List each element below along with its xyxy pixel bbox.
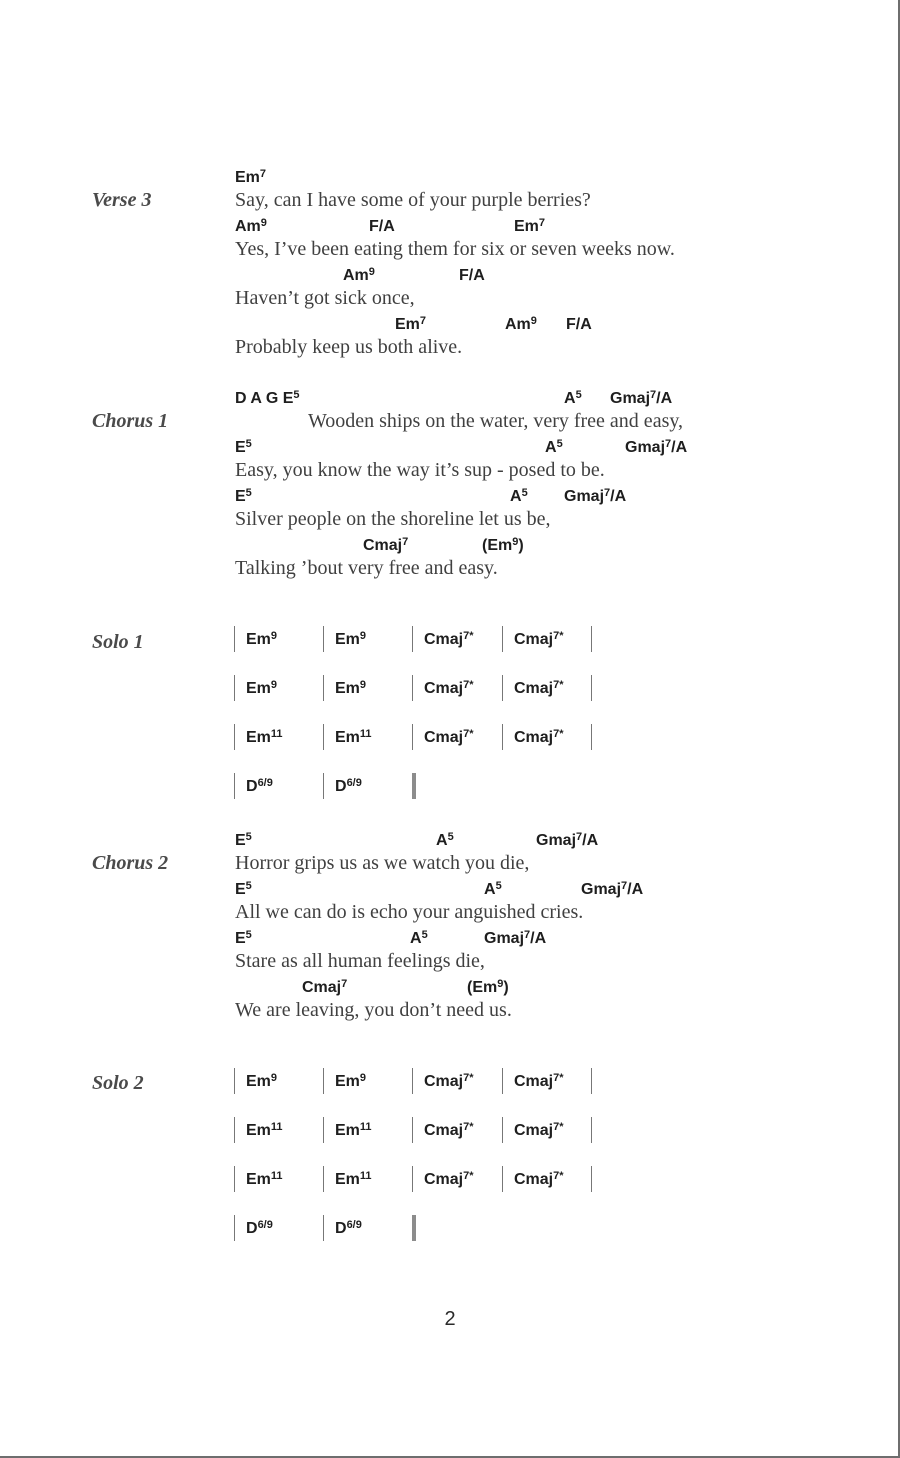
chord-symbol <box>235 439 252 457</box>
chord-extension: 7 <box>341 978 348 990</box>
chord-extension: 7* <box>463 1072 474 1084</box>
chord-extension: 5 <box>245 880 252 892</box>
lyric-line: Stare as all human feelings die, <box>235 950 485 972</box>
chord-root: D A G E <box>235 390 294 407</box>
chord-root: Em <box>335 631 360 648</box>
chord-symbol <box>566 316 592 334</box>
chord-suffix: /A <box>656 390 673 407</box>
lyric-line: Yes, I’ve been eating them for six or seven weeks now. <box>235 238 675 260</box>
chord-root: Em <box>246 729 271 746</box>
barline <box>412 626 413 652</box>
chord-extension: 6/9 <box>346 777 362 789</box>
bar-chord <box>335 631 366 649</box>
chord-root: Cmaj <box>424 1073 464 1090</box>
chord-root: Em <box>335 1073 360 1090</box>
chord-suffix: /A <box>530 930 547 947</box>
chord-extension: 9 <box>260 217 267 229</box>
barline <box>234 1117 235 1143</box>
chord-root: E <box>235 930 246 947</box>
chord-extension: 9 <box>270 679 278 691</box>
barline <box>502 1068 503 1094</box>
bar-chord <box>514 1073 564 1091</box>
barline <box>234 1166 235 1192</box>
chord-symbol <box>510 488 528 506</box>
barline <box>502 1117 503 1143</box>
chord-root: A <box>545 439 557 456</box>
chord-symbol <box>395 316 426 334</box>
chord-root: Em <box>235 169 260 186</box>
chord-extension: 7 <box>665 438 672 450</box>
chord-extension: 6/9 <box>257 1219 273 1231</box>
chord-extension: 5 <box>245 831 252 843</box>
barline <box>591 675 592 701</box>
chord-root: Cmaj <box>424 1171 464 1188</box>
chord-extension: 9 <box>270 1072 278 1084</box>
lyric-line: Say, can I have some of your purple berries? <box>235 189 591 211</box>
chord-root: Cmaj <box>424 1122 464 1139</box>
page-number: 2 <box>444 1308 456 1330</box>
chord-extension: 11 <box>270 1170 283 1182</box>
barline <box>412 1068 413 1094</box>
barline <box>323 1166 324 1192</box>
section-label: Chorus 2 <box>92 852 169 874</box>
chord-extension: 11 <box>359 1170 372 1182</box>
chord-extension: 5 <box>293 389 300 401</box>
chord-extension: 7 <box>650 389 657 401</box>
bar-chord <box>514 729 564 747</box>
lyric-line: Wooden ships on the water, very free and easy, <box>308 410 684 432</box>
bar-chord <box>246 1073 277 1091</box>
chord-extension: 7* <box>463 1121 474 1133</box>
barline <box>323 1215 324 1241</box>
chord-symbol <box>564 390 582 408</box>
chord-extension: 7* <box>553 1170 564 1182</box>
chord-root: Em <box>395 316 420 333</box>
chord-symbol <box>235 218 267 236</box>
section-label: Solo 1 <box>92 631 144 653</box>
bar-chord <box>246 1171 283 1189</box>
chord-extension: 11 <box>359 1121 372 1133</box>
bar-chord <box>424 680 474 698</box>
chord-extension: 5 <box>575 389 582 401</box>
chord-symbol <box>482 537 524 555</box>
barline <box>591 724 592 750</box>
chord-root: D <box>335 1220 347 1237</box>
barline <box>234 675 235 701</box>
bar-chord <box>246 729 283 747</box>
chord-root: Gmaj <box>581 881 622 898</box>
chord-extension: 5 <box>521 487 528 499</box>
chord-extension: 7 <box>524 929 531 941</box>
chord-symbol <box>459 267 485 285</box>
chord-extension: 9 <box>359 679 367 691</box>
chord-extension: 7 <box>576 831 583 843</box>
chord-extension: 11 <box>270 728 283 740</box>
section-label: Solo 2 <box>92 1072 144 1094</box>
chord-root: Em <box>335 1171 360 1188</box>
lyric-line: Talking ’bout very free and easy. <box>235 557 498 579</box>
chord-extension: 7* <box>463 1170 474 1182</box>
lyric-line: Easy, you know the way it’s sup - posed to be. <box>235 459 605 481</box>
chord-symbol <box>410 930 428 948</box>
chord-root: Em <box>246 1122 271 1139</box>
barline <box>323 724 324 750</box>
barline <box>502 626 503 652</box>
chord-root: Cmaj <box>424 729 464 746</box>
chord-extension: 5 <box>245 929 252 941</box>
chord-extension: 5 <box>556 438 563 450</box>
chord-root: (Em <box>482 537 513 554</box>
section-label: Chorus 1 <box>92 410 169 432</box>
chord-symbol <box>436 832 454 850</box>
chord-symbol <box>581 881 643 899</box>
chord-extension: 5 <box>245 487 252 499</box>
chord-root: Gmaj <box>610 390 651 407</box>
chord-root: A <box>484 881 496 898</box>
chord-root: A <box>564 390 576 407</box>
chord-extension: 5 <box>495 880 502 892</box>
section-label: Verse 3 <box>92 189 152 211</box>
bar-chord <box>246 778 273 796</box>
barline <box>591 1117 592 1143</box>
chord-root: Cmaj <box>514 680 554 697</box>
barline <box>591 1068 592 1094</box>
bar-chord <box>424 729 474 747</box>
lyric-line: Haven’t got sick once, <box>235 287 415 309</box>
chord-extension: 9 <box>368 266 375 278</box>
chord-root: Gmaj <box>484 930 525 947</box>
chord-root: Gmaj <box>625 439 666 456</box>
chord-extension: 9 <box>359 1072 367 1084</box>
chord-root: Em <box>246 631 271 648</box>
chord-root: Cmaj <box>514 729 554 746</box>
chord-symbol <box>235 169 266 187</box>
chord-root: F/A <box>566 316 592 333</box>
chord-root: F/A <box>369 218 395 235</box>
chord-symbol <box>484 930 546 948</box>
chord-root: A <box>436 832 448 849</box>
barline <box>502 724 503 750</box>
barline <box>323 626 324 652</box>
barline <box>234 1215 235 1241</box>
barline <box>591 1166 592 1192</box>
chord-extension: 9 <box>359 630 367 642</box>
bar-chord <box>335 1220 362 1238</box>
chord-extension: 7* <box>553 630 564 642</box>
chord-extension: 9 <box>530 315 537 327</box>
chord-root: Cmaj <box>363 537 403 554</box>
chord-root: Am <box>235 218 261 235</box>
barline <box>412 675 413 701</box>
bar-chord <box>424 1122 474 1140</box>
chord-suffix: /A <box>671 439 688 456</box>
bar-chord <box>335 729 372 747</box>
chord-symbol <box>363 537 408 555</box>
chord-extension: 7 <box>621 880 628 892</box>
barline <box>412 724 413 750</box>
chord-root: E <box>235 439 246 456</box>
chord-root: Em <box>335 680 360 697</box>
bar-chord <box>246 631 277 649</box>
bar-chord <box>514 680 564 698</box>
chord-symbol <box>536 832 598 850</box>
lyric-line: We are leaving, you don’t need us. <box>235 999 512 1021</box>
bar-chord <box>424 1073 474 1091</box>
chord-extension: 7* <box>553 728 564 740</box>
barline <box>323 773 324 799</box>
bar-chord <box>335 680 366 698</box>
chord-suffix: /A <box>610 488 627 505</box>
chord-symbol <box>610 390 672 408</box>
chord-root: Gmaj <box>536 832 577 849</box>
barline <box>591 626 592 652</box>
chord-root: Em <box>246 1171 271 1188</box>
bar-chord <box>335 778 362 796</box>
bar-chord <box>514 1122 564 1140</box>
chord-extension: 7 <box>419 315 427 327</box>
chord-root: (Em <box>467 979 498 996</box>
chord-root: Em <box>246 1073 271 1090</box>
chord-symbol <box>545 439 563 457</box>
chord-symbol <box>343 267 375 285</box>
chord-extension: 9 <box>497 978 504 990</box>
chord-root: E <box>235 488 246 505</box>
chord-symbol <box>467 979 509 997</box>
lyric-line: Horror grips us as we watch you die, <box>235 852 530 874</box>
chord-suffix: /A <box>627 881 644 898</box>
chord-extension: 6/9 <box>346 1219 362 1231</box>
barline <box>234 626 235 652</box>
chord-root: Em <box>335 729 360 746</box>
bar-chord <box>246 680 277 698</box>
chord-root: Cmaj <box>514 1171 554 1188</box>
chord-symbol <box>625 439 687 457</box>
chord-root: Cmaj <box>424 631 464 648</box>
chord-extension: 5 <box>421 929 428 941</box>
chord-root: Am <box>343 267 369 284</box>
barline <box>412 1117 413 1143</box>
chord-extension: 7* <box>463 679 474 691</box>
chord-root: F/A <box>459 267 485 284</box>
chord-root: Em <box>246 680 271 697</box>
chord-symbol <box>235 832 252 850</box>
bar-chord <box>335 1171 372 1189</box>
bar-chord <box>514 1171 564 1189</box>
lyric-line: All we can do is echo your anguished cries. <box>235 901 584 923</box>
chord-extension: 11 <box>270 1121 283 1133</box>
chord-symbol <box>235 390 300 408</box>
chord-root: Em <box>335 1122 360 1139</box>
chord-root: Em <box>514 218 539 235</box>
bar-chord <box>335 1073 366 1091</box>
chord-root: D <box>246 1220 258 1237</box>
chord-extension: 7 <box>604 487 611 499</box>
lyric-line: Probably keep us both alive. <box>235 336 463 358</box>
bar-chord <box>514 631 564 649</box>
chord-root: D <box>246 778 258 795</box>
barline <box>234 724 235 750</box>
chord-extension: 7* <box>553 1121 564 1133</box>
chord-extension: 7 <box>402 536 409 548</box>
barline <box>323 1068 324 1094</box>
bar-chord <box>246 1220 273 1238</box>
chord-root: Am <box>505 316 531 333</box>
bar-chord <box>424 1171 474 1189</box>
chord-extension: 7 <box>538 217 546 229</box>
chord-suffix: ) <box>518 537 524 554</box>
chord-root: D <box>335 778 347 795</box>
chord-extension: 11 <box>359 728 372 740</box>
chord-suffix: ) <box>503 979 509 996</box>
chord-extension: 6/9 <box>257 777 273 789</box>
barline <box>234 773 235 799</box>
chord-symbol <box>564 488 626 506</box>
final-barline <box>412 773 416 799</box>
bar-chord <box>424 631 474 649</box>
chord-root: E <box>235 832 246 849</box>
chord-symbol <box>235 930 252 948</box>
chord-extension: 5 <box>447 831 454 843</box>
bar-chord <box>246 1122 283 1140</box>
chord-root: Cmaj <box>424 680 464 697</box>
chord-symbol <box>235 488 252 506</box>
chord-symbol <box>484 881 502 899</box>
lyric-line: Silver people on the shoreline let us be, <box>235 508 551 530</box>
chord-root: A <box>410 930 422 947</box>
chord-root: A <box>510 488 522 505</box>
chord-extension: 9 <box>270 630 278 642</box>
chord-extension: 7* <box>463 728 474 740</box>
bar-chord <box>335 1122 372 1140</box>
barline <box>502 675 503 701</box>
chord-root: Cmaj <box>514 631 554 648</box>
barline <box>502 1166 503 1192</box>
chord-extension: 7* <box>553 679 564 691</box>
chord-extension: 7 <box>259 168 267 180</box>
chord-symbol <box>369 218 395 236</box>
chord-root: Cmaj <box>514 1073 554 1090</box>
chord-symbol <box>505 316 537 334</box>
chord-root: E <box>235 881 246 898</box>
chord-symbol <box>235 881 252 899</box>
chord-symbol <box>514 218 545 236</box>
chord-root: Cmaj <box>514 1122 554 1139</box>
chord-suffix: /A <box>582 832 599 849</box>
chord-symbol <box>302 979 347 997</box>
chord-root: Cmaj <box>302 979 342 996</box>
chord-root: Gmaj <box>564 488 605 505</box>
barline <box>234 1068 235 1094</box>
barline <box>412 1166 413 1192</box>
chord-extension: 7* <box>553 1072 564 1084</box>
chord-extension: 9 <box>512 536 519 548</box>
barline <box>323 675 324 701</box>
chord-extension: 7* <box>463 630 474 642</box>
barline <box>323 1117 324 1143</box>
chord-extension: 5 <box>245 438 252 450</box>
final-barline <box>412 1215 416 1241</box>
